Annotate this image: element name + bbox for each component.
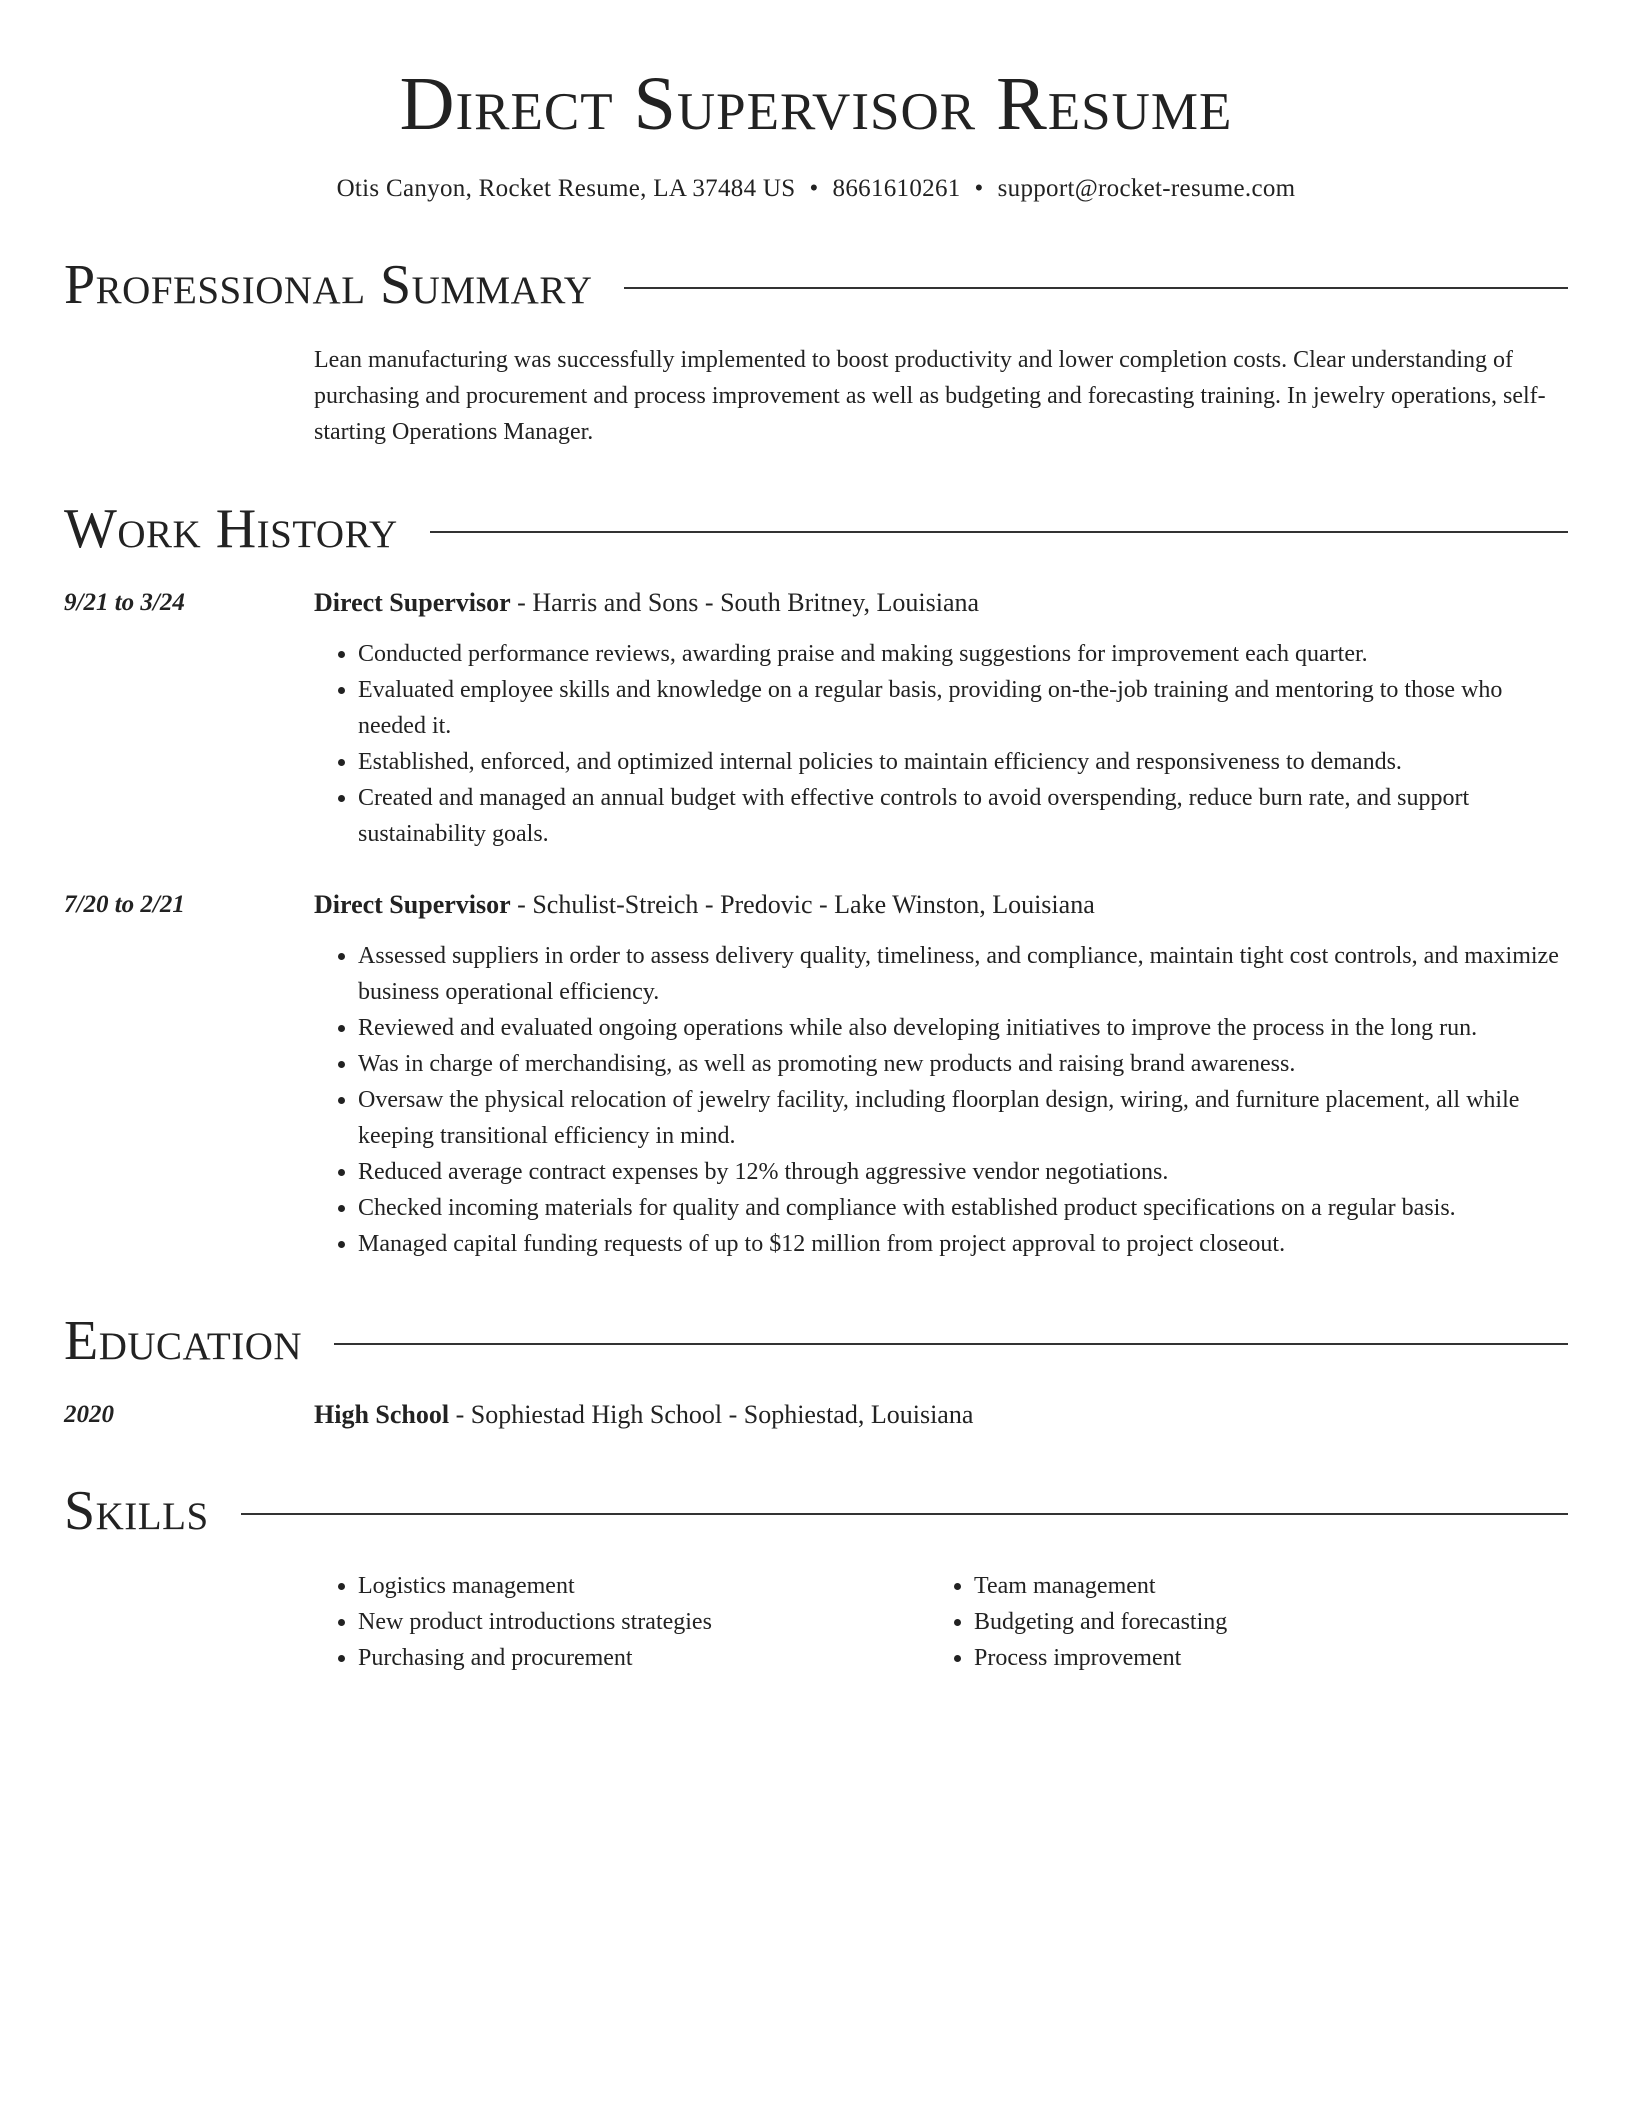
contact-line <box>64 172 1568 206</box>
job-employer-location: - Schulist-Streich - Predovic - Lake Winston, Louisiana <box>510 890 1095 919</box>
skills-list-right <box>930 1568 1546 1676</box>
list-item: • Reviewed and evaluated ongoing operations while also developing initiatives to improve the process in the long run. <box>358 1010 1568 1046</box>
list-item: • Checked incoming materials for quality and compliance with established product specifications on a regular basis. <box>358 1190 1568 1226</box>
resume-title: Direct Supervisor Resume <box>399 62 1233 146</box>
skills-list-left <box>314 1568 930 1676</box>
job-employer-location: - Harris and Sons - South Britney, Louisiana <box>510 588 980 617</box>
list-item: • Assessed suppliers in order to assess delivery quality, timeliness, and compliance, maintain tight cost controls, and maximize business operational efficiency. <box>358 938 1568 1010</box>
list-item: • New product introductions strategies <box>358 1604 930 1640</box>
section-title-education: Education <box>64 1310 303 1372</box>
list-item: • Team management <box>974 1568 1546 1604</box>
list-item: • Reduced average contract expenses by 12% through aggressive vendor negotiations. <box>358 1154 1568 1190</box>
job-entry <box>64 888 1568 1262</box>
education-section-header <box>64 1308 1568 1374</box>
contact-email: support@rocket-resume.com <box>997 175 1296 202</box>
job-bullets <box>314 938 1568 1262</box>
section-divider <box>241 1513 1568 1515</box>
list-item: • Budgeting and forecasting <box>974 1604 1546 1640</box>
list-item: • Evaluated employee skills and knowledge on a regular basis, providing on-the-job training and mentoring to those who needed it. <box>358 672 1568 744</box>
job-title: Direct Supervisor <box>314 588 511 617</box>
contact-separator: • <box>809 175 819 202</box>
contact-address: Otis Canyon, Rocket Resume, LA 37484 US <box>336 175 796 202</box>
job-bullets <box>314 636 1568 852</box>
summary-row <box>64 342 1568 450</box>
job-heading <box>314 888 1568 922</box>
skills-columns <box>314 1568 1568 1676</box>
summary-spacer <box>64 342 314 450</box>
job-dates: 7/20 to 2/21 <box>64 891 185 918</box>
list-item: • Purchasing and procurement <box>358 1640 930 1676</box>
job-title: Direct Supervisor <box>314 890 511 919</box>
list-item: • Logistics management <box>358 1568 930 1604</box>
job-body <box>314 888 1568 1262</box>
contact-phone: 8661610261 <box>832 175 961 202</box>
list-item: • Process improvement <box>974 1640 1546 1676</box>
skills-spacer <box>64 1544 314 1676</box>
section-title-skills: Skills <box>64 1480 209 1542</box>
list-item: • Oversaw the physical relocation of jewelry facility, including floorplan design, wiring, and furniture placement, all while keeping transitional efficiency in mind. <box>358 1082 1568 1154</box>
section-title-work: Work History <box>64 498 398 560</box>
section-divider <box>334 1343 1568 1345</box>
summary-text: Lean manufacturing was successfully implemented to boost productivity and lower completion costs. Clear understanding of purchasing and procurement and process improvement as well as budgeting and forecasting training. In jewelry operations, self-starting Operations Manager. <box>314 347 1546 445</box>
education-year: 2020 <box>64 1401 114 1428</box>
education-entry <box>64 1398 1568 1432</box>
education-school-location: - Sophiestad High School - Sophiestad, Louisiana <box>449 1400 974 1429</box>
list-item: • Managed capital funding requests of up to $12 million from project approval to project closeout. <box>358 1226 1568 1262</box>
list-item: • Created and managed an annual budget with effective controls to avoid overspending, reduce burn rate, and support sustainability goals. <box>358 780 1568 852</box>
skills-section-header <box>64 1478 1568 1544</box>
work-section-header <box>64 496 1568 562</box>
list-item: • Was in charge of merchandising, as well as promoting new products and raising brand awareness. <box>358 1046 1568 1082</box>
skills-row <box>64 1544 1568 1676</box>
list-item: • Established, enforced, and optimized internal policies to maintain efficiency and responsiveness to demands. <box>358 744 1568 780</box>
summary-section-header <box>64 252 1568 318</box>
job-entry <box>64 586 1568 852</box>
job-body <box>314 586 1568 852</box>
section-divider <box>430 531 1568 533</box>
education-degree: High School <box>314 1400 450 1429</box>
job-dates: 9/21 to 3/24 <box>64 589 185 616</box>
section-title-summary: Professional Summary <box>64 254 593 316</box>
list-item: • Conducted performance reviews, awarding praise and making suggestions for improvement each quarter. <box>358 636 1568 672</box>
job-heading <box>314 586 1568 620</box>
education-heading <box>314 1398 1568 1432</box>
section-divider <box>624 287 1568 289</box>
contact-separator: • <box>974 175 984 202</box>
